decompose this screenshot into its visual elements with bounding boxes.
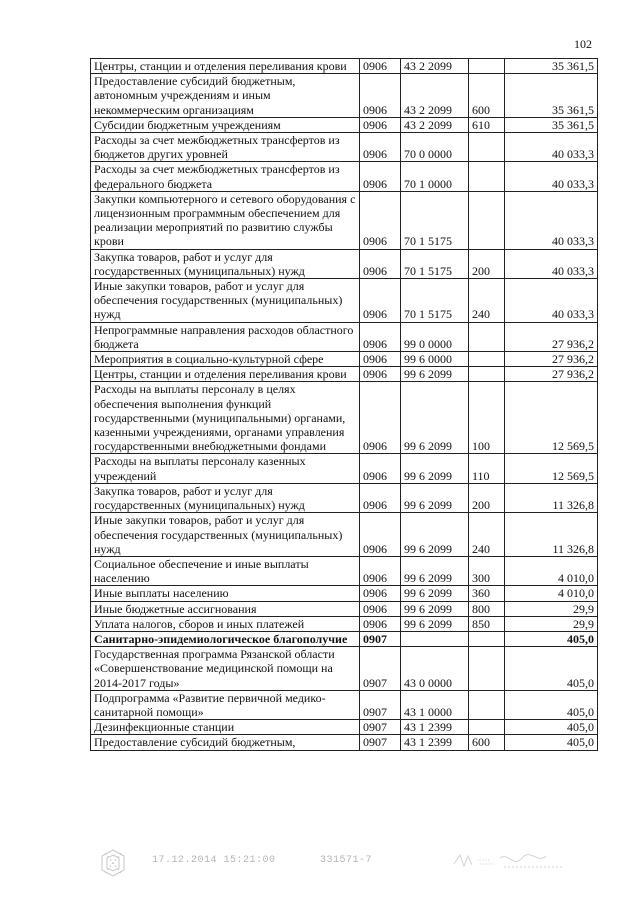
table-row bbox=[91, 322, 598, 351]
row-expense-code bbox=[469, 191, 505, 249]
row-expense-code: 240 bbox=[469, 279, 505, 323]
row-expense-code: 800 bbox=[469, 601, 505, 616]
table-row bbox=[91, 631, 598, 646]
row-target-code: 43 2 2099 bbox=[401, 59, 469, 74]
row-expense-code bbox=[469, 322, 505, 351]
row-target-code: 99 6 2099 bbox=[401, 616, 469, 631]
row-amount: 11 326,8 bbox=[505, 483, 598, 512]
row-name: Закупка товаров, работ и услуг для государственных (муниципальных) нужд bbox=[91, 483, 360, 512]
row-section-code: 0907 bbox=[360, 647, 401, 691]
row-amount: 405,0 bbox=[505, 690, 598, 719]
row-section-code: 0907 bbox=[360, 735, 401, 750]
table-row bbox=[91, 616, 598, 631]
row-name: Мероприятия в социально-культурной сфере bbox=[91, 352, 360, 367]
row-amount: 27 936,2 bbox=[505, 352, 598, 367]
table-row bbox=[91, 556, 598, 585]
row-amount: 40 033,3 bbox=[505, 249, 598, 278]
row-expense-code bbox=[469, 690, 505, 719]
row-expense-code: 200 bbox=[469, 483, 505, 512]
footer bbox=[152, 855, 372, 866]
row-target-code: 43 1 2399 bbox=[401, 735, 469, 750]
row-expense-code: 300 bbox=[469, 556, 505, 585]
row-section-code: 0906 bbox=[360, 367, 401, 382]
table-row bbox=[91, 191, 598, 249]
row-target-code bbox=[401, 631, 469, 646]
row-section-code: 0906 bbox=[360, 352, 401, 367]
row-amount: 40 033,3 bbox=[505, 162, 598, 191]
row-target-code: 43 2 2099 bbox=[401, 74, 469, 118]
row-name: Государственная программа Рязанской области «Совершенствование медицинской помощи на 2014-2017 годы» bbox=[91, 647, 360, 691]
row-amount: 35 361,5 bbox=[505, 74, 598, 118]
table-row bbox=[91, 249, 598, 278]
row-section-code: 0906 bbox=[360, 59, 401, 74]
footer-timestamp: 17.12.2014 15:21:00 bbox=[152, 855, 276, 866]
row-target-code: 43 1 2399 bbox=[401, 720, 469, 735]
row-name: Иные бюджетные ассигнования bbox=[91, 601, 360, 616]
row-amount: 405,0 bbox=[505, 720, 598, 735]
row-target-code: 70 0 0000 bbox=[401, 133, 469, 162]
row-section-code: 0907 bbox=[360, 690, 401, 719]
row-expense-code: 100 bbox=[469, 382, 505, 454]
row-target-code: 43 0 0000 bbox=[401, 647, 469, 691]
row-section-code: 0906 bbox=[360, 117, 401, 132]
row-section-code: 0906 bbox=[360, 133, 401, 162]
row-expense-code: 200 bbox=[469, 249, 505, 278]
row-expense-code: 610 bbox=[469, 117, 505, 132]
row-target-code: 43 2 2099 bbox=[401, 117, 469, 132]
row-expense-code: 600 bbox=[469, 74, 505, 118]
table-row bbox=[91, 367, 598, 382]
row-expense-code: 110 bbox=[469, 454, 505, 483]
row-target-code: 99 6 0000 bbox=[401, 352, 469, 367]
table-row bbox=[91, 59, 598, 74]
row-name: Иные закупки товаров, работ и услуг для обеспечения государственных (муниципальных) нужд bbox=[91, 279, 360, 323]
row-amount: 4 010,0 bbox=[505, 556, 598, 585]
row-section-code: 0906 bbox=[360, 601, 401, 616]
row-section-code: 0906 bbox=[360, 74, 401, 118]
footer-doc-id: 331571-7 bbox=[320, 855, 373, 866]
row-name: Предоставление субсидий бюджетным, bbox=[91, 735, 360, 750]
row-amount: 4 010,0 bbox=[505, 586, 598, 601]
row-name: Расходы за счет межбюджетных трансфертов из бюджетов других уровней bbox=[91, 133, 360, 162]
table-row bbox=[91, 352, 598, 367]
row-name: Закупка товаров, работ и услуг для государственных (муниципальных) нужд bbox=[91, 249, 360, 278]
row-target-code: 99 6 2099 bbox=[401, 513, 469, 557]
table-row bbox=[91, 601, 598, 616]
row-amount: 40 033,3 bbox=[505, 133, 598, 162]
row-expense-code bbox=[469, 59, 505, 74]
row-expense-code bbox=[469, 133, 505, 162]
row-amount: 27 936,2 bbox=[505, 322, 598, 351]
row-name: Расходы за счет межбюджетных трансфертов из федерального бюджета bbox=[91, 162, 360, 191]
table-row bbox=[91, 720, 598, 735]
row-name: Центры, станции и отделения переливания крови bbox=[91, 59, 360, 74]
row-name: Иные выплаты населению bbox=[91, 586, 360, 601]
row-expense-code bbox=[469, 367, 505, 382]
row-name: Центры, станции и отделения переливания крови bbox=[91, 367, 360, 382]
row-amount: 405,0 bbox=[505, 735, 598, 750]
row-section-code: 0906 bbox=[360, 162, 401, 191]
row-section-code: 0906 bbox=[360, 454, 401, 483]
row-name: Непрограммные направления расходов областного бюджета bbox=[91, 322, 360, 351]
row-expense-code: 600 bbox=[469, 735, 505, 750]
row-amount: 405,0 bbox=[505, 647, 598, 691]
row-section-code: 0906 bbox=[360, 279, 401, 323]
stamp-icon bbox=[100, 848, 126, 878]
row-section-code: 0906 bbox=[360, 249, 401, 278]
row-amount: 35 361,5 bbox=[505, 117, 598, 132]
row-name: Предоставление субсидий бюджетным, автономным учреждениям и иным некоммерческим организациям bbox=[91, 74, 360, 118]
row-name: Расходы на выплаты персоналу в целях обеспечения выполнения функций государственными (муниципальными) органами, казенными учреждениями, органами управления государственными внебюджетными фондами bbox=[91, 382, 360, 454]
row-expense-code bbox=[469, 162, 505, 191]
row-target-code: 99 6 2099 bbox=[401, 556, 469, 585]
row-name: Закупки компьютерного и сетевого оборудования с лицензионным программным обеспечением для реализации мероприятий по развитию службы крови bbox=[91, 191, 360, 249]
row-expense-code: 850 bbox=[469, 616, 505, 631]
row-section-code: 0906 bbox=[360, 556, 401, 585]
row-amount: 12 569,5 bbox=[505, 382, 598, 454]
row-name: Уплата налогов, сборов и иных платежей bbox=[91, 616, 360, 631]
row-name: Дезинфекционные станции bbox=[91, 720, 360, 735]
row-target-code: 99 6 2099 bbox=[401, 601, 469, 616]
budget-table bbox=[90, 58, 598, 751]
row-target-code: 70 1 5175 bbox=[401, 191, 469, 249]
row-target-code: 99 0 0000 bbox=[401, 322, 469, 351]
row-section-code: 0906 bbox=[360, 483, 401, 512]
row-expense-code: 240 bbox=[469, 513, 505, 557]
row-name: Санитарно-эпидемиологическое благополучие bbox=[91, 631, 360, 646]
budget-table-body bbox=[91, 59, 598, 751]
table-row bbox=[91, 382, 598, 454]
signature-icon bbox=[450, 850, 570, 872]
row-section-code: 0906 bbox=[360, 616, 401, 631]
row-expense-code bbox=[469, 352, 505, 367]
table-row bbox=[91, 690, 598, 719]
row-expense-code bbox=[469, 720, 505, 735]
row-target-code: 99 6 2099 bbox=[401, 483, 469, 512]
row-target-code: 70 1 5175 bbox=[401, 279, 469, 323]
row-name: Иные закупки товаров, работ и услуг для обеспечения государственных (муниципальных) нужд bbox=[91, 513, 360, 557]
table-row bbox=[91, 483, 598, 512]
table-row bbox=[91, 279, 598, 323]
row-target-code: 70 1 0000 bbox=[401, 162, 469, 191]
table-row bbox=[91, 74, 598, 118]
row-section-code: 0906 bbox=[360, 191, 401, 249]
table-row bbox=[91, 647, 598, 691]
row-expense-code bbox=[469, 647, 505, 691]
row-amount: 27 936,2 bbox=[505, 367, 598, 382]
row-name: Субсидии бюджетным учреждениям bbox=[91, 117, 360, 132]
row-section-code: 0907 bbox=[360, 720, 401, 735]
row-amount: 29,9 bbox=[505, 601, 598, 616]
row-amount: 11 326,8 bbox=[505, 513, 598, 557]
table-row bbox=[91, 454, 598, 483]
row-expense-code: 360 bbox=[469, 586, 505, 601]
page-number: 102 bbox=[574, 37, 592, 51]
row-target-code: 99 6 2099 bbox=[401, 382, 469, 454]
table-row bbox=[91, 513, 598, 557]
table-row bbox=[91, 117, 598, 132]
row-target-code: 99 6 2099 bbox=[401, 454, 469, 483]
row-target-code: 99 6 2099 bbox=[401, 586, 469, 601]
row-amount: 40 033,3 bbox=[505, 279, 598, 323]
table-row bbox=[91, 735, 598, 750]
row-name: Расходы на выплаты персоналу казенных учреждений bbox=[91, 454, 360, 483]
row-amount: 40 033,3 bbox=[505, 191, 598, 249]
row-amount: 35 361,5 bbox=[505, 59, 598, 74]
row-target-code: 70 1 5175 bbox=[401, 249, 469, 278]
table-row bbox=[91, 133, 598, 162]
row-section-code: 0906 bbox=[360, 513, 401, 557]
table-row bbox=[91, 586, 598, 601]
row-target-code: 43 1 0000 bbox=[401, 690, 469, 719]
row-target-code: 99 6 2099 bbox=[401, 367, 469, 382]
row-section-code: 0906 bbox=[360, 586, 401, 601]
row-amount: 12 569,5 bbox=[505, 454, 598, 483]
row-name: Социальное обеспечение и иные выплаты населению bbox=[91, 556, 360, 585]
row-section-code: 0906 bbox=[360, 322, 401, 351]
table-row bbox=[91, 162, 598, 191]
row-section-code: 0906 bbox=[360, 382, 401, 454]
row-amount: 405,0 bbox=[505, 631, 598, 646]
row-amount: 29,9 bbox=[505, 616, 598, 631]
row-section-code: 0907 bbox=[360, 631, 401, 646]
row-name: Подпрограмма «Развитие первичной медико-санитарной помощи» bbox=[91, 690, 360, 719]
row-expense-code bbox=[469, 631, 505, 646]
